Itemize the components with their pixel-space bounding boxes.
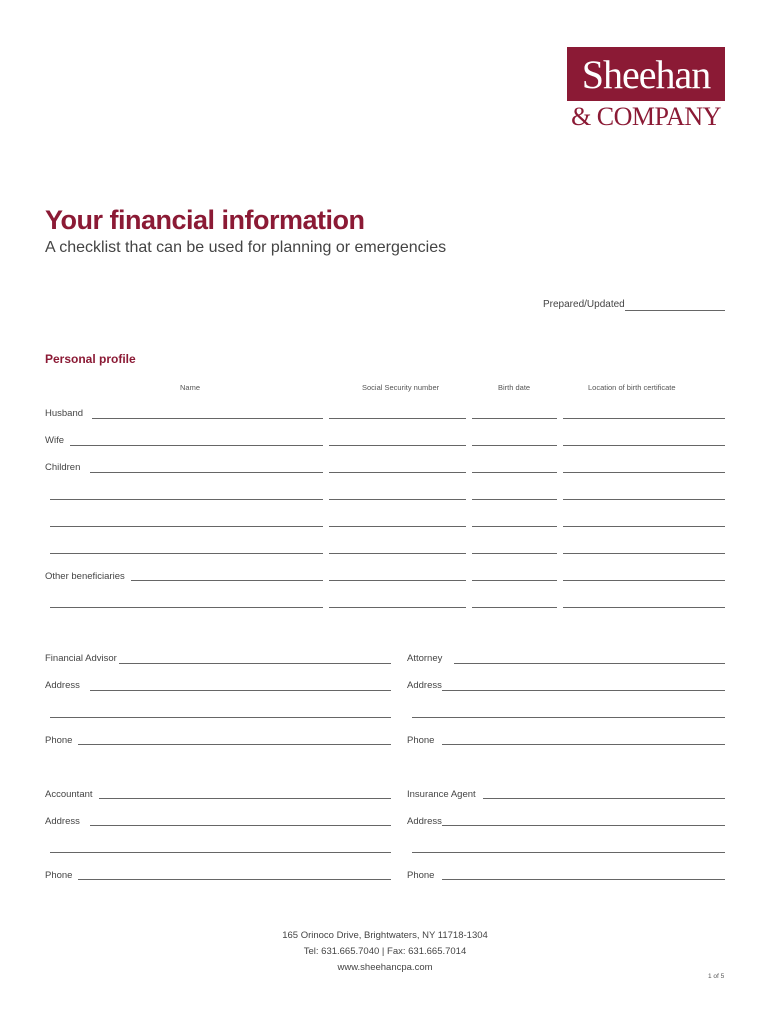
accountant-address-field-2[interactable]: [50, 852, 391, 853]
financial-advisor-address-field-2[interactable]: [50, 717, 391, 718]
accountant-field[interactable]: [99, 798, 391, 799]
wife-ssn-field[interactable]: [329, 445, 466, 446]
attorney-phone-field[interactable]: [442, 744, 725, 745]
accountant-address-label: Address: [45, 816, 80, 827]
child-3-ssn-field[interactable]: [329, 526, 466, 527]
insurance-agent-phone-label: Phone: [407, 870, 435, 881]
accountant-label: Accountant: [45, 789, 93, 800]
accountant-phone-field[interactable]: [78, 879, 391, 880]
logo-sub: & COMPANY: [571, 102, 721, 131]
company-logo: [567, 47, 725, 132]
child-2-certificate-field[interactable]: [563, 499, 725, 500]
insurance-agent-phone-field[interactable]: [442, 879, 725, 880]
child-3-birthdate-field[interactable]: [472, 526, 557, 527]
section-title: Personal profile: [45, 352, 136, 366]
financial-advisor-address-field[interactable]: [90, 690, 391, 691]
row-label-wife: Wife: [45, 435, 64, 446]
attorney-address-field-2[interactable]: [412, 717, 725, 718]
other-1-name-field[interactable]: [131, 580, 323, 581]
row-label-children: Children: [45, 462, 81, 473]
other-2-birthdate-field[interactable]: [472, 607, 557, 608]
wife-birthdate-field[interactable]: [472, 445, 557, 446]
insurance-agent-label: Insurance Agent: [407, 789, 476, 800]
page-subtitle: A checklist that can be used for planning or emergencies: [45, 239, 447, 256]
other-2-name-field[interactable]: [50, 607, 323, 608]
wife-certificate-field[interactable]: [563, 445, 725, 446]
child-1-ssn-field[interactable]: [329, 472, 466, 473]
row-label-other-beneficiaries: Other beneficiaries: [45, 571, 125, 582]
prepared-label: Prepared/Updated: [543, 299, 625, 310]
page-title: Your financial information: [45, 205, 365, 235]
husband-certificate-field[interactable]: [563, 418, 725, 419]
child-3-certificate-field[interactable]: [563, 526, 725, 527]
insurance-agent-address-field-2[interactable]: [412, 852, 725, 853]
child-2-name-field[interactable]: [50, 499, 323, 500]
financial-advisor-field[interactable]: [119, 663, 391, 664]
financial-advisor-address-label: Address: [45, 680, 80, 691]
column-header-name: Name: [180, 383, 201, 392]
child-3-name-field[interactable]: [50, 526, 323, 527]
footer-address: 165 Orinoco Drive, Brightwaters, NY 11718-1304: [282, 930, 488, 941]
child-2-birthdate-field[interactable]: [472, 499, 557, 500]
child-4-birthdate-field[interactable]: [472, 553, 557, 554]
other-2-ssn-field[interactable]: [329, 607, 466, 608]
other-1-birthdate-field[interactable]: [472, 580, 557, 581]
logo-main: Sheehan: [567, 47, 725, 101]
attorney-address-field[interactable]: [442, 690, 725, 691]
insurance-agent-address-label: Address: [407, 816, 442, 827]
other-1-certificate-field[interactable]: [563, 580, 725, 581]
wife-name-field[interactable]: [70, 445, 323, 446]
husband-name-field[interactable]: [92, 418, 323, 419]
husband-birthdate-field[interactable]: [472, 418, 557, 419]
financial-advisor-phone-label: Phone: [45, 735, 73, 746]
column-header-ssn: Social Security number: [362, 383, 440, 392]
insurance-agent-field[interactable]: [483, 798, 725, 799]
child-4-certificate-field[interactable]: [563, 553, 725, 554]
attorney-address-label: Address: [407, 680, 442, 691]
other-2-certificate-field[interactable]: [563, 607, 725, 608]
footer-website[interactable]: www.sheehancpa.com: [337, 962, 433, 973]
child-1-name-field[interactable]: [90, 472, 323, 473]
child-1-certificate-field[interactable]: [563, 472, 725, 473]
child-1-birthdate-field[interactable]: [472, 472, 557, 473]
attorney-phone-label: Phone: [407, 735, 435, 746]
page-number: 1 of 5: [708, 973, 725, 980]
child-2-ssn-field[interactable]: [329, 499, 466, 500]
insurance-agent-address-field[interactable]: [442, 825, 725, 826]
financial-advisor-phone-field[interactable]: [78, 744, 391, 745]
row-label-husband: Husband: [45, 408, 84, 419]
column-header-birth-certificate: Location of birth certificate: [588, 383, 676, 392]
child-4-ssn-field[interactable]: [329, 553, 466, 554]
financial-advisor-label: Financial Advisor: [45, 653, 117, 664]
attorney-label: Attorney: [407, 653, 443, 664]
footer-phone-fax: Tel: 631.665.7040 | Fax: 631.665.7014: [303, 946, 467, 957]
accountant-address-field[interactable]: [90, 825, 391, 826]
other-1-ssn-field[interactable]: [329, 580, 466, 581]
column-header-birth-date: Birth date: [498, 383, 531, 392]
husband-ssn-field[interactable]: [329, 418, 466, 419]
prepared-field[interactable]: [625, 310, 725, 311]
attorney-field[interactable]: [454, 663, 725, 664]
child-4-name-field[interactable]: [50, 553, 323, 554]
accountant-phone-label: Phone: [45, 870, 73, 881]
